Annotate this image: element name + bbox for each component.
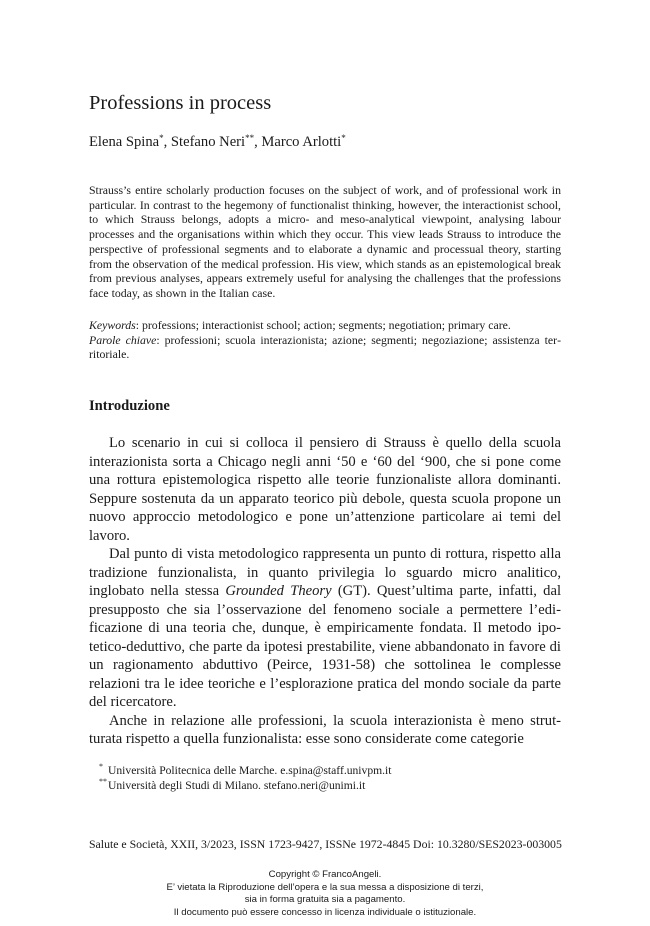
footnotes [99,762,392,793]
copyright-line: E’ vietata la Riproduzione dell’opera e la sua messa a disposizione di terzi, [166,881,484,893]
author-separator: , [254,134,262,150]
affiliation-mark: * [159,133,164,143]
paragraph [89,545,561,712]
body-text [89,434,561,749]
footnote-text: Università degli Studi di Milano. stefano.neri@unimi.it [108,779,366,792]
footnote [99,777,391,793]
keywords-label: Keywords [89,318,136,332]
keywords-block [89,318,561,362]
footnote [99,762,392,778]
copyright-line: Il documento può essere concesso in licenza individuale o istituzionale. [173,906,477,918]
footnote-mark: ** [99,777,107,786]
footnote-text: Università Politecnica delle Marche. e.spina@staff.univpm.it [108,764,392,777]
footnote-mark: * [99,762,103,771]
keywords-it [89,333,561,362]
keywords-en [89,318,561,333]
keywords-text: : professions; interactionist school; action; segments; negotiation; primary care. [135,318,511,332]
journal-citation: Salute e Società, XXII, 3/2023, ISSN 1723-9427, ISSNe 1972-4845 Doi: 10.3280/SES2023-003005 [89,837,562,851]
paper-title: Professions in process [89,92,272,114]
paragraph: Lo scenario in cui si colloca il pensiero di Strauss è quello della scuola interazionista sorta a Chicago negli anni ‘50 e ‘60 del ‘900, che si pone come una rottura epistemologica rispetto alle teorie funzionaliste allora dominanti. Seppure sostenuta da un apparato teorico più debole, questa scuola propone un nuovo approccio metodologico e pone un’attenzione particolare ai temi del lavoro. [89,435,561,544]
author-list [89,133,346,151]
keywords-text-it: : professioni; scuola interazionista; azione; segmenti; negoziazione; assistenza territoriale. [89,332,561,362]
affiliation-mark: ** [245,133,255,143]
abstract: Strauss’s entire scholarly production focuses on the subject of work, and of professional work in particular. In contrast to the hegemony of functionalist thinking, however, the interactionist school, to which Strauss belongs, adopts a micro- and meso-analytical viewpoint, analysing labour processes and the organisations within which they occur. This view leads Strauss to introduce the perspective of professional segments and to elaborate a dynamic and processual theory, starting from the observation of the medical profession. His view, which stands as an epistemological break from previous analyses, appears extremely useful for analysing the challenges that the professions face today, as shown in the Italian case. [89,183,561,300]
copyright-line: sia in forma gratuita sia a pagamento. [244,894,406,906]
section-heading: Introduzione [89,398,170,414]
author-separator: , [163,134,171,150]
author-name: Marco Arlotti [261,134,342,150]
copyright-line: Copyright © FrancoAngeli. [268,869,382,880]
affiliation-mark: * [341,133,346,143]
copyright-notice [0,869,650,919]
paragraph: Anche in relazione alle professioni, la scuola interazionista è meno strutturata rispetto a quella funzionalista: esse sono considerate come categorie [89,712,561,747]
paragraph-text: (GT). Quest’ultima parte, infatti, dal presupposto che sia l’osservazione del fenomeno sociale a permettere l’edificazione di una teoria che, dunque, è empiricamente fondata. Il metodo ipotetico-deduttivo, che parte da ipotesi prestabilite, viene abbandonato in favore di un ragionamento abduttivo (Peirce, 1931-58) che sottolinea le complesse relazioni tra le idee teoriche e l’esplorazione pratica del mondo sociale da parte del ricercatore. [89,583,562,710]
paragraph-text: Dal punto di vista metodologico rappresenta un punto di rottura, rispetto alla tradizione funzionalista, in quanto privilegia lo sguardo micro analitico, inglobato nella stessa [89,546,561,599]
author-name: Stefano Neri [170,134,246,150]
author-name: Elena Spina [89,134,160,150]
italic-term: Grounded Theory [225,583,332,599]
keywords-label-it: Parole chiave [89,332,157,347]
